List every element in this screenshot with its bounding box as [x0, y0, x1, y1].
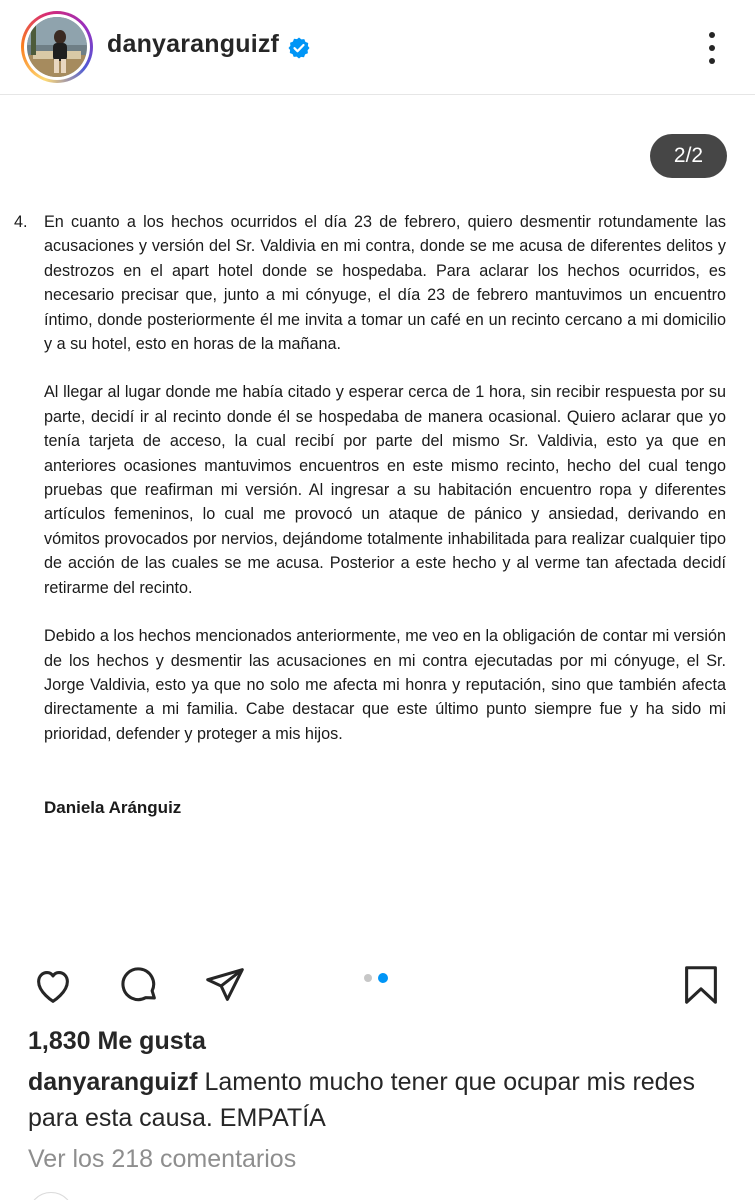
heart-icon[interactable]	[30, 962, 76, 1008]
carousel-indicator	[364, 973, 388, 983]
more-dot	[709, 45, 715, 51]
document-paragraph: Al llegar al lugar donde me había citado y esperar cerca de 1 hora, sin recibir respuesta por su parte, decidí ir al recinto donde él se hospedaba de manera ocasional. Quiero aclarar que yo tenía tarjeta de acceso, la cual recibí por parte del mismo Sr. Valdivia, esto ya que en anteriores ocasiones mantuvimos encuentros en este mismo recinto, hecho del cual tengo pruebas que reafirman mi versión. Al ingresar a su habitación encuentro ropa y diferentes artículos femeninos, lo cual me provocó un ataque de pánico y ansiedad, derivando en vómitos provocados por nervios, dejándome totalmente inhabilitada para realizar cualquier tipo de acción de las cuales se me acusa. Posterior a este hecho y al verme tan afectada decidí retirarme del recinto.	[44, 383, 726, 597]
more-options-icon[interactable]	[702, 28, 722, 68]
more-dot	[709, 58, 715, 64]
statement-document	[14, 210, 726, 746]
document-signature: Daniela Aránguiz	[44, 798, 182, 817]
view-comments-link[interactable]: Ver los 218 comentarios	[28, 1145, 297, 1173]
avatar[interactable]	[27, 17, 87, 77]
carousel-dot	[364, 974, 372, 982]
document-paragraph: Debido a los hechos mencionados anteriormente, me veo en la obligación de contar mi versión de los hechos y desmentir las acusaciones en mi contra ejecutadas por mi cónyuge, el Sr. Jorge Valdivia, esto ya que no solo me afecta mi honra y reputación, sino que también afecta directamente a mi familia. Cabe destacar que este último punto siempre fue y ha sido mi prioridad, defender y proteger a mis hijos.	[44, 627, 726, 743]
more-dot	[709, 32, 715, 38]
document-paragraph: En cuanto a los hechos ocurridos el día 23 de febrero, quiero desmentir rotundamente las acusaciones y versión del Sr. Valdivia en mi contra, donde se me acusa de diferentes delitos y destrozos en el apart hotel donde se hospedaba. Para aclarar los hechos ocurridos, es necesario precisar que, junto a mi cónyuge, el día 23 de febrero mantuvimos un encuentro íntimo, donde posteriormente él me invita a tomar un café en un recinto cercano a mi domicilio y a su hotel, esto en horas de la mañana.	[44, 213, 726, 354]
header-username[interactable]: danyaranguizf	[107, 30, 280, 58]
item-number: 4.	[14, 213, 28, 231]
post-header	[0, 0, 755, 95]
carousel-dot-active	[378, 973, 388, 983]
profile-photo-icon	[27, 17, 87, 77]
caption-username[interactable]: danyaranguizf	[28, 1068, 198, 1096]
likes-count[interactable]: 1,830 Me gusta	[28, 1027, 206, 1055]
comment-avatar	[28, 1192, 74, 1200]
caption-text: Lamento mucho tener que ocupar mis redes para esta causa. EMPATÍA	[28, 1068, 695, 1132]
verified-badge-icon	[287, 36, 311, 60]
bookmark-icon[interactable]	[678, 962, 724, 1008]
post-caption	[28, 1064, 738, 1136]
share-icon[interactable]	[202, 962, 248, 1008]
comment-icon[interactable]	[116, 962, 162, 1008]
carousel-counter: 2/2	[650, 134, 727, 178]
action-bar	[0, 950, 755, 1020]
